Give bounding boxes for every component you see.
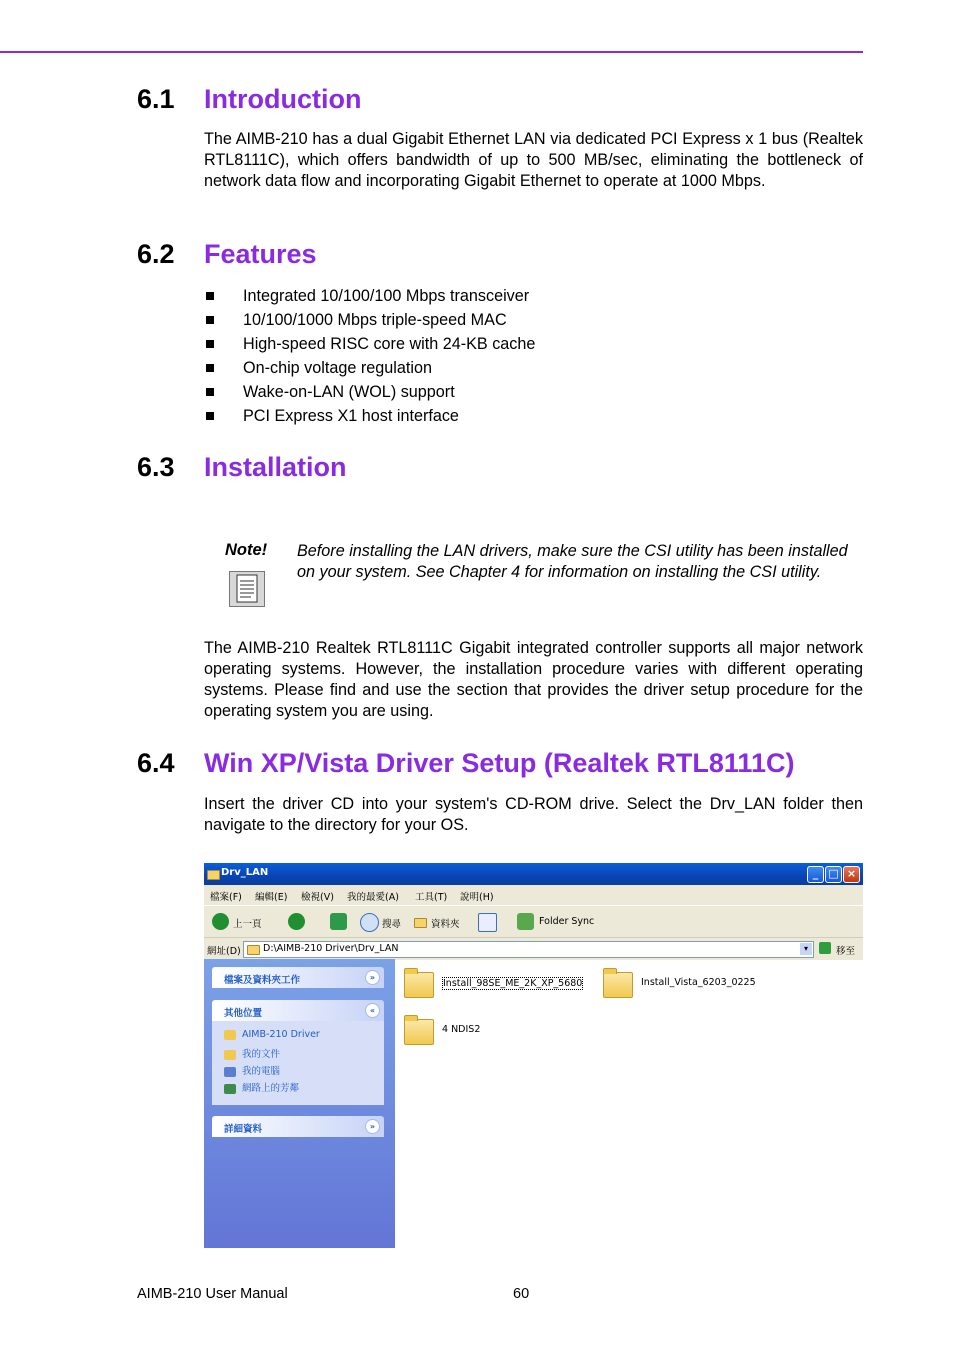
section-title: Win XP/Vista Driver Setup (Realtek RTL8111C) — [204, 748, 795, 778]
place-label: 網路上的芳鄰 — [242, 1083, 300, 1094]
collapse-icon[interactable]: « — [365, 1003, 380, 1018]
expand-icon[interactable]: » — [365, 970, 380, 985]
toolbar — [204, 905, 863, 938]
note-label: Note! — [225, 541, 268, 559]
folder-name[interactable]: Install_98SE_ME_2K_XP_5680 — [443, 978, 583, 989]
bullet-icon — [206, 412, 214, 420]
note-icon — [229, 571, 265, 607]
feature-item — [204, 404, 535, 428]
panel-title: 詳細資料 — [224, 1124, 263, 1135]
feature-list — [204, 284, 535, 428]
folder-icon[interactable] — [404, 1019, 434, 1045]
menu-favorites[interactable]: 我的最愛(A) — [347, 892, 399, 903]
feature-text: Integrated 10/100/100 Mbps transceiver — [243, 287, 530, 305]
feature-text: PCI Express X1 host interface — [243, 407, 459, 425]
explorer-titlebar — [204, 863, 863, 885]
feature-text: 10/100/1000 Mbps triple-speed MAC — [243, 311, 507, 329]
feature-text: Wake-on-LAN (WOL) support — [243, 383, 455, 401]
section-number: 6.3 — [137, 452, 175, 482]
place-link[interactable] — [224, 1063, 280, 1077]
go-button[interactable]: 移至 — [836, 946, 856, 957]
place-link[interactable] — [224, 1080, 299, 1094]
folder-icon — [247, 945, 260, 955]
other-places-list — [212, 1021, 384, 1105]
header-rule — [0, 51, 863, 53]
section-title: Introduction — [204, 84, 362, 114]
feature-text: On-chip voltage regulation — [243, 359, 432, 377]
bullet-icon — [206, 340, 214, 348]
folders-icon[interactable] — [414, 918, 427, 928]
address-value: D:\AIMB-210 Driver\Drv_LAN — [263, 943, 399, 954]
forward-icon[interactable] — [288, 913, 305, 930]
feature-item — [204, 380, 535, 404]
folder-name[interactable]: 4 NDIS2 — [442, 1024, 481, 1035]
search-icon[interactable] — [360, 913, 379, 932]
network-icon — [224, 1084, 236, 1094]
section-heading-features — [137, 239, 317, 270]
place-link[interactable] — [224, 1046, 280, 1060]
folders-button[interactable]: 資料夾 — [431, 919, 460, 930]
place-label: 我的文件 — [242, 1049, 281, 1060]
intro-paragraph: The AIMB-210 has a dual Gigabit Ethernet LAN via dedicated PCI Express x 1 bus (Realtek RTL8111C), which offers bandwidth of up to 500 MB/sec, eliminating the bottleneck of network data flow and incorporating Gigabit Ethernet to operate at 1000 Mbps. — [204, 130, 863, 190]
footer-manual-title: AIMB-210 User Manual — [137, 1286, 288, 1302]
feature-item — [204, 356, 535, 380]
address-bar — [204, 937, 863, 960]
panel-title: 其他位置 — [224, 1008, 263, 1019]
menu-view[interactable]: 檢視(V) — [301, 892, 334, 903]
explorer-screenshot — [204, 863, 863, 1248]
section-title: Installation — [204, 452, 347, 482]
back-button[interactable]: 上一頁 — [233, 919, 262, 930]
my-computer-icon — [224, 1067, 236, 1077]
expand-icon[interactable]: » — [365, 1119, 380, 1134]
feature-item — [204, 284, 535, 308]
bullet-icon — [206, 388, 214, 396]
panel-other-places[interactable] — [212, 1000, 384, 1021]
search-button[interactable]: 搜尋 — [382, 919, 402, 930]
section-heading-introduction — [137, 84, 361, 115]
up-folder-icon[interactable] — [330, 913, 347, 930]
place-label: AIMB-210 Driver — [242, 1029, 320, 1040]
bullet-icon — [206, 292, 214, 300]
section-title: Features — [204, 239, 317, 269]
section-heading-driver-setup — [137, 748, 794, 779]
folder-icon[interactable] — [404, 972, 434, 998]
panel-title: 檔案及資料夾工作 — [224, 975, 301, 986]
folder-icon — [207, 870, 220, 880]
maximize-button[interactable]: □ — [825, 866, 842, 883]
place-link[interactable] — [224, 1029, 320, 1040]
go-arrow-icon[interactable] — [819, 942, 831, 954]
address-label: 網址(D) — [207, 946, 241, 957]
bullet-icon — [206, 364, 214, 372]
menu-tools[interactable]: 工具(T) — [415, 892, 448, 903]
feature-text: High-speed RISC core with 24-KB cache — [243, 335, 536, 353]
folder-icon[interactable] — [603, 972, 633, 998]
installation-paragraph: The AIMB-210 Realtek RTL8111C Gigabit integrated controller supports all major network operating systems. However, the installation procedure varies with different operating systems. Please find and use the section that provides the driver setup procedure for the operating system you are using. — [204, 639, 863, 720]
feature-item — [204, 332, 535, 356]
window-title: Drv_LAN — [221, 867, 269, 878]
panel-file-tasks[interactable] — [212, 967, 384, 988]
panel-details[interactable] — [212, 1116, 384, 1137]
minimize-button[interactable]: _ — [807, 866, 824, 883]
section-number: 6.4 — [137, 748, 175, 778]
menu-edit[interactable]: 編輯(E) — [255, 892, 288, 903]
menu-file[interactable]: 檔案(F) — [210, 892, 242, 903]
folder-icon — [224, 1030, 236, 1040]
setup-paragraph: Insert the driver CD into your system's CD-ROM drive. Select the Drv_LAN folder then navigate to the directory for your OS. — [204, 795, 863, 834]
section-number: 6.1 — [137, 84, 175, 114]
folder-name[interactable]: Install_Vista_6203_0225 — [641, 977, 756, 988]
section-number: 6.2 — [137, 239, 175, 269]
folder-sync-button[interactable]: Folder Sync — [539, 916, 595, 927]
note-text: Before installing the LAN drivers, make sure the CSI utility has been installed on your system. See Chapter 4 for information on installing the CSI utility. — [297, 542, 848, 581]
menu-bar — [204, 885, 863, 905]
folder-sync-icon[interactable] — [517, 913, 534, 930]
place-label: 我的電腦 — [242, 1066, 281, 1077]
bullet-icon — [206, 316, 214, 324]
menu-help[interactable]: 說明(H) — [460, 892, 494, 903]
chevron-down-icon[interactable]: ▾ — [800, 943, 812, 955]
task-pane — [204, 959, 395, 1248]
feature-item — [204, 308, 535, 332]
close-button[interactable]: × — [843, 866, 860, 883]
footer-page-number: 60 — [513, 1286, 530, 1302]
section-heading-installation — [137, 452, 347, 483]
back-icon[interactable] — [212, 913, 229, 930]
my-documents-icon — [224, 1050, 236, 1060]
address-field[interactable] — [243, 941, 814, 958]
views-icon[interactable] — [478, 913, 497, 932]
